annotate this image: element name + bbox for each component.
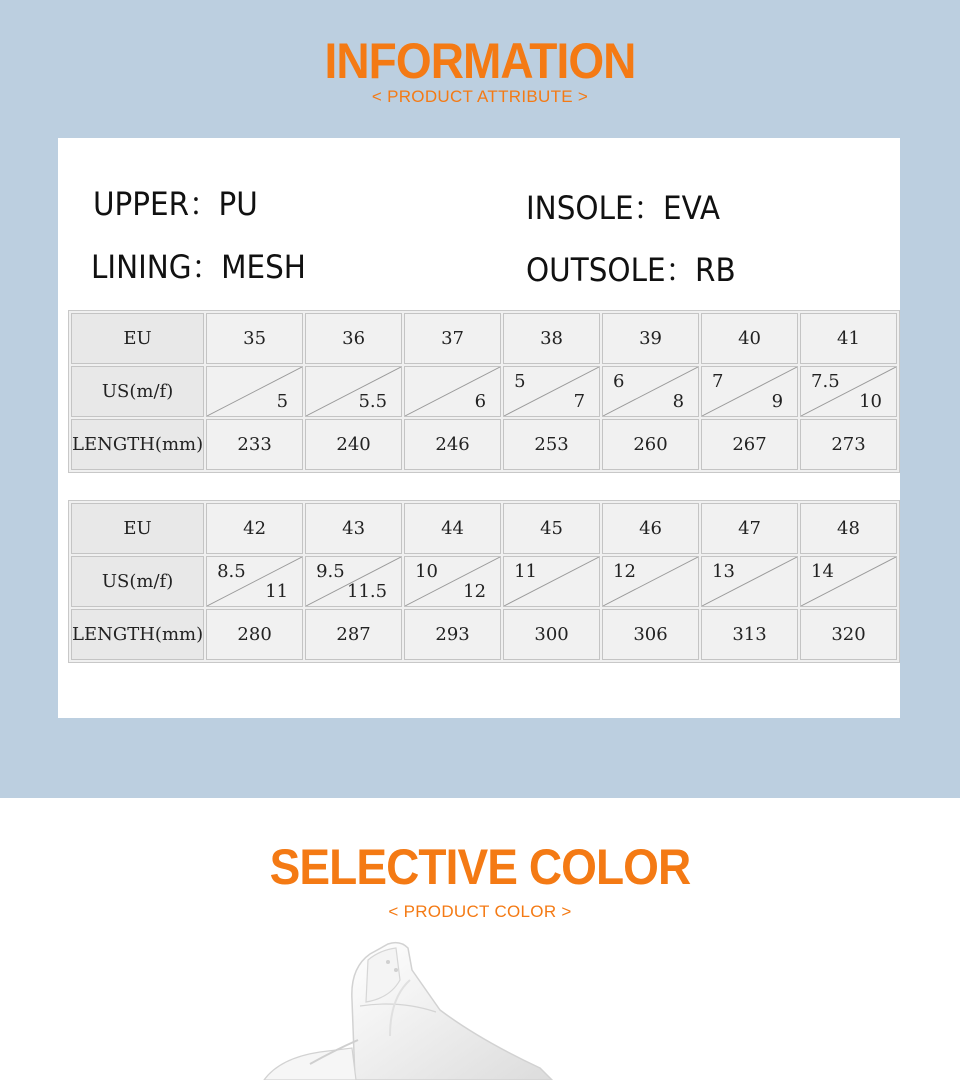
eu-size-cell: 35 [206, 313, 303, 364]
us-size-cell [305, 366, 402, 417]
eu-size-cell: 44 [404, 503, 501, 554]
us-size-cell [503, 556, 600, 607]
product-attribute-subtitle: < PRODUCT ATTRIBUTE > [371, 87, 589, 106]
length-cell: 273 [800, 419, 897, 470]
us-row [71, 366, 897, 417]
white-sneaker-image [240, 940, 560, 1080]
us-women-size: 9 [771, 391, 784, 412]
us-women-size: 5 [276, 391, 289, 412]
eu-size-cell: 45 [503, 503, 600, 554]
us-men-size: 14 [811, 561, 834, 582]
us-women-size: 11.5 [347, 581, 388, 602]
us-size-cell [701, 556, 798, 607]
eu-size-cell: 48 [800, 503, 897, 554]
eu-row [71, 503, 897, 554]
eu-size-cell: 42 [206, 503, 303, 554]
us-women-size: 12 [463, 581, 487, 602]
us-men-size: 7 [712, 371, 724, 392]
length-row [71, 419, 897, 470]
us-size-cell [800, 556, 897, 607]
us-women-size: 6 [474, 391, 487, 412]
us-women-size: 10 [859, 391, 882, 412]
us-men-size: 10 [415, 561, 438, 582]
us-size-cell [305, 556, 402, 607]
us-men-size: 8.5 [217, 561, 246, 582]
length-cell: 233 [206, 419, 303, 470]
eu-size-cell: 47 [701, 503, 798, 554]
us-size-cell [800, 366, 897, 417]
us-header: US(m/f) [71, 366, 204, 417]
us-size-cell [404, 366, 501, 417]
outsole-attribute: OUTSOLE：RB [526, 251, 736, 289]
us-women-size: 11 [265, 581, 289, 602]
us-men-size: 12 [613, 561, 636, 582]
length-cell: 260 [602, 419, 699, 470]
eu-row [71, 313, 897, 364]
length-header: LENGTH(mm) [71, 609, 204, 660]
us-men-size: 9.5 [316, 561, 345, 582]
size-table [68, 500, 900, 663]
length-cell: 267 [701, 419, 798, 470]
us-size-cell [206, 366, 303, 417]
us-women-size: 5.5 [358, 391, 388, 412]
us-size-cell [206, 556, 303, 607]
selective-color-title: SELECTIVE COLOR [269, 839, 691, 895]
information-title: INFORMATION [324, 33, 636, 89]
size-table [68, 310, 900, 473]
us-size-cell [602, 366, 699, 417]
eu-size-cell: 40 [701, 313, 798, 364]
us-row [71, 556, 897, 607]
length-header: LENGTH(mm) [71, 419, 204, 470]
us-size-cell [701, 366, 798, 417]
length-cell: 246 [404, 419, 501, 470]
us-men-size: 13 [712, 561, 735, 582]
length-row [71, 609, 897, 660]
length-cell: 253 [503, 419, 600, 470]
length-cell: 300 [503, 609, 600, 660]
us-size-cell [503, 366, 600, 417]
lining-attribute: LINING：MESH [91, 248, 306, 286]
eu-size-cell: 37 [404, 313, 501, 364]
us-women-size: 7 [573, 391, 586, 412]
length-cell: 280 [206, 609, 303, 660]
eu-size-cell: 38 [503, 313, 600, 364]
us-size-cell [404, 556, 501, 607]
us-size-cell [602, 556, 699, 607]
length-cell: 287 [305, 609, 402, 660]
insole-attribute: INSOLE：EVA [526, 189, 721, 227]
us-men-size: 6 [613, 371, 625, 392]
us-men-size: 7.5 [811, 371, 840, 392]
us-women-size: 8 [672, 391, 685, 412]
eu-size-cell: 41 [800, 313, 897, 364]
eu-size-cell: 39 [602, 313, 699, 364]
eu-size-cell: 46 [602, 503, 699, 554]
product-color-subtitle: < PRODUCT COLOR > [388, 902, 572, 921]
eu-size-cell: 43 [305, 503, 402, 554]
us-header: US(m/f) [71, 556, 204, 607]
attribute-panel [58, 138, 900, 718]
eu-header: EU [71, 313, 204, 364]
us-men-size: 11 [514, 561, 537, 582]
length-cell: 306 [602, 609, 699, 660]
length-cell: 293 [404, 609, 501, 660]
length-cell: 313 [701, 609, 798, 660]
sneaker-illustration [240, 940, 560, 1080]
us-men-size: 5 [514, 371, 526, 392]
eu-size-cell: 36 [305, 313, 402, 364]
upper-attribute: UPPER：PU [93, 185, 258, 223]
length-cell: 240 [305, 419, 402, 470]
eu-header: EU [71, 503, 204, 554]
length-cell: 320 [800, 609, 897, 660]
